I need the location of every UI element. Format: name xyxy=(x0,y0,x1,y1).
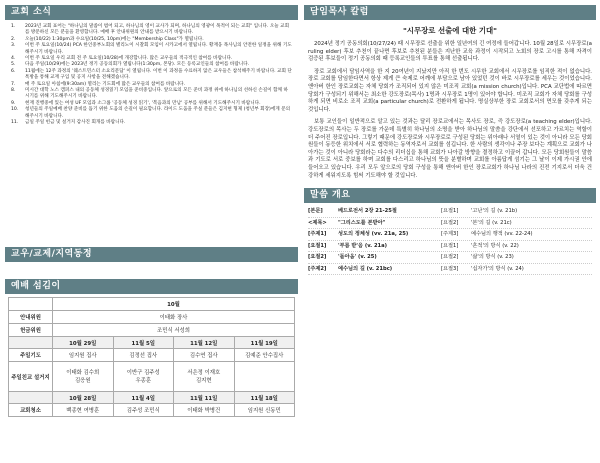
table-row xyxy=(9,392,295,404)
news-text: 다음 주일(10/29)에는 2023년 정기 공동의회가 열립니다(1:30pm, 본당). 모든 등록교인들의 참여를 바랍니다. xyxy=(25,62,250,68)
meal-line: 서은정 이재호 xyxy=(187,369,221,376)
outline-cell: '십자가'의 방식 (v. 24) xyxy=(471,265,524,272)
news-text: 청년들의 주일예배 찬양 준비를 돕기 위한 도움의 손길이 필요합니다. 라이드 도움을 주실 분들은 김지현 형제 (청년부 회장)에게 문의해주시기 바랍니다. xyxy=(25,107,291,119)
outline-cell: '삶'의 방식 (v. 23) xyxy=(471,254,514,261)
news-number: 9. xyxy=(11,100,16,106)
date-corner-cell xyxy=(9,392,53,404)
outline-cell: '고난'의 길 (v. 21b) xyxy=(471,208,518,215)
roster-table xyxy=(8,297,295,417)
news-number: 5. xyxy=(11,62,16,68)
list-item xyxy=(11,88,292,101)
news-number: 7. xyxy=(11,81,16,87)
meal-label: 주일친교 설거지 xyxy=(9,362,53,392)
table-row xyxy=(9,362,295,392)
outline-cell: 예수님의 행적 (vv. 22-24) xyxy=(471,231,533,238)
table-row xyxy=(9,324,295,337)
sermon-paragraph: 2024년 정기 공동의회(10/27/24) 때 시무장로 선출을 위한 일년여의 긴 여정에 들어갑니다. 10월 28일로 시무장로(a ruling elder) 후보 추천이 끝나면 후보로 추천된 분들은 지난한 교육 과정이 시작되고 노회의 장로 고시를 통해 자격이 검증된 후보들이 정기 공동의회 때 등록교인들의 투표를 통해 선출됩니다. xyxy=(308,41,592,63)
list-item xyxy=(11,24,292,37)
table-row xyxy=(9,298,295,311)
outline-cell: [요절2] xyxy=(441,254,459,261)
right-column xyxy=(304,5,596,278)
outline-cell: 성도의 정체성 (vv. 21a, 25) xyxy=(338,231,409,238)
news-number: 8. xyxy=(11,88,16,94)
news-list xyxy=(5,20,298,243)
date-cell: 11월 11일 xyxy=(174,392,235,404)
news-text: 11월에는 12주 과정의 '웨스트민스터 소요리문답' 이 열립니다. 이번 이 과정을 수료하지 않은 교우들은 참석해주기 바랍니다. 교회 단톡방을 통해 교재 구입 및 공지 사항을 전해겠습니다. xyxy=(25,68,292,81)
meal-cell xyxy=(234,362,295,392)
offering-value: 조민식 서성희 xyxy=(53,324,295,337)
region-section-header: 교우/교제/지역동정 xyxy=(5,247,298,262)
date-cell: 11월 4일 xyxy=(113,392,174,404)
meal-cell xyxy=(53,362,114,392)
outline-cell: [요절1] xyxy=(441,242,459,249)
roster-table-wrap xyxy=(5,294,298,417)
date-cell: 11월 18일 xyxy=(234,392,295,404)
meal-cell xyxy=(113,362,174,392)
outline-cell: <제목> xyxy=(308,219,327,226)
reader-cell: 김정선 집사 xyxy=(113,349,174,362)
news-text: 금일 주일 헌금 및 설거지 감사진 회개를 바랍니다. xyxy=(25,120,126,126)
outline-row xyxy=(308,206,592,218)
news-number: 10. xyxy=(11,107,19,113)
week-head-cell: 10월 xyxy=(53,298,295,311)
outline-row xyxy=(308,252,592,264)
news-number: 11. xyxy=(11,120,19,126)
outline-row xyxy=(308,264,592,276)
outline-cell: 베드로전서 2장 21-25절 xyxy=(338,208,397,215)
roster-corner-cell xyxy=(9,298,53,311)
meal-line: 이반구 김주성 xyxy=(126,369,160,376)
date-cell: 11월 19일 xyxy=(234,337,295,349)
news-text: 매 주 토요일 아침에(9:30am) 열리는 기도회에 많은 교우들의 참여를 바랍니다. xyxy=(25,81,186,87)
date-cell: 10월 28일 xyxy=(53,392,114,404)
list-item xyxy=(11,120,292,126)
outline-row xyxy=(308,229,592,241)
outline-cell: '본'의 길 (v. 21c) xyxy=(471,219,512,226)
meal-cell xyxy=(174,362,235,392)
news-text: 현재 진행중에 있는 여성 UF 모임과 소그룹 '공동체 성경 읽기', '복음과의 만남' 공부를 위해서 기도해주시기 바랍니다. xyxy=(25,100,261,106)
outline-cell: 예수님의 길 (v. 21bc) xyxy=(338,265,393,272)
outline-cell: '부름 받'음 (v. 21a) xyxy=(338,242,388,249)
sermon-section-header: 담임목사 칼럼 xyxy=(304,5,596,20)
outline-section-header: 말씀 개요 xyxy=(304,188,596,203)
meal-line: 김응원 xyxy=(74,377,91,384)
news-text: 이번 주 토요일(10/24) PCA 한인중부노회의 별리노이 시찰회 모임이 시카고에서 열립니다. 황재웅 목사님의 안전한 일정을 위해 기도해주시기 바랍니다. xyxy=(25,43,292,55)
news-text: 오늘(10/22) 1:30pm과 수요일(10/25, 10pm)에는 "Membership Class"가 열립니다. xyxy=(25,36,204,42)
sermon-paragraph: 보통 교인들이 일반적으로 알고 있는 것과는 달리 장로교에서는 목사도 장로, 즉 강도장로(a teaching elder)입니다. 강도장로의 목사는 두 장로를 가운데 특별히 하나님의 소명을 받아 하나님의 말씀을 강단에서 선포하고 가르치는 역할이 더 주어진 장로입니다. 그렇기 때문에 강도장로와 시무장로로 구성된 당회는 위아래나 서열이 있는 것이 아니라 모든 당회원들이 동등한 위치에서 서로 협력하는 동역자로서 교회를 섬깁니다. 한 사람의 생각이나 주장 보다는 계획으로 교회가 나아가는 것이 아니라 당회라는 다수의 리더십을 통해 교회가 나아갈 방향을 결정하고 이끌어 갑니다. 모든 당회원들이 말씀과 기도로 서로 중보를 하며 교회를 다스리고 하나님의 뜻을 분별하며 교회를 아름답게 섬기는 그 날이 이제 가시권 안에 들어오고 있습니다. 우리 모두 앞으로의 당회 구성을 통해 앤아버 한인 장로교회가 하나님 나라의 진전 기지로서 더욱 건강하게 세워지도록 힘써 기도해야 할 것입니다. xyxy=(308,119,592,179)
reader-cell: 김수연 집사 xyxy=(174,349,235,362)
clean-cell: 백종현 여병훈 xyxy=(53,404,114,417)
table-row xyxy=(9,311,295,324)
news-number: 4. xyxy=(11,56,16,62)
news-text: 2023년 교회 표어는 "하나님의 말씀이 범어 되고, 하나님의 영이 교사가 되며, 하나님의 영광이 목적이 되는 교회" 입니다. 오늘 교회를 방문하신 모든 분들을 환영합니다. 예배 후 안내위원의 안내를 받으시기 바랍니다. xyxy=(25,24,290,36)
news-number: 3. xyxy=(11,43,16,49)
meal-line: 김지현 xyxy=(195,377,212,384)
date-corner-cell xyxy=(9,337,53,349)
outline-cell: [요절2] xyxy=(308,254,327,261)
region-body xyxy=(5,262,298,279)
date-cell: 11월 12일 xyxy=(174,337,235,349)
list-item xyxy=(11,107,292,120)
news-number: 6. xyxy=(11,68,16,74)
table-row xyxy=(9,349,295,362)
outline-row xyxy=(308,218,592,230)
outline-cell: '돌아옴' (v. 25) xyxy=(338,254,377,261)
news-text: 이번 주 토요일 우리 교회 전 주 토요일(10/28)에 개강합니다. 많은 교우들의 적극적인 참여를 바랍니다. xyxy=(25,56,233,62)
outline-cell: [주제1] xyxy=(308,231,327,238)
outline-cell: [주제2] xyxy=(308,265,327,272)
reader-label: 주일기도 xyxy=(9,349,53,362)
list-item xyxy=(11,69,292,82)
list-item xyxy=(11,43,292,56)
clean-cell: 김주성 조민식 xyxy=(113,404,174,417)
table-row xyxy=(9,404,295,417)
outline-cell: [요절3] xyxy=(441,265,459,272)
meal-line: 이태화 김수희 xyxy=(66,369,100,376)
outline-row xyxy=(308,241,592,253)
table-row xyxy=(9,337,295,349)
offering-label: 헌금위원 xyxy=(9,324,53,337)
roster-section-header: 예배 섬김이 xyxy=(5,279,298,294)
sermon-title: "시무장로 선출에 대한 기대" xyxy=(403,26,497,35)
news-number: 1. xyxy=(11,24,16,29)
clean-cell: 이태화 박병건 xyxy=(174,404,235,417)
clean-label: 교회청소 xyxy=(9,404,53,417)
news-section-header: 교회 소식 xyxy=(5,5,298,20)
outline-cell: '흔적'의 방식 (v. 22) xyxy=(471,242,519,249)
date-cell: 10월 29일 xyxy=(53,337,114,349)
sermon-paragraph: 장로 교회에서 담임사역을 한 지 20여년이 지났지만 아직 한 번도 시무한 교회에서 시무장로를 임직한 적이 없습니다. 장로 교회를 담임한다면서 항상 제게 큰 숙제로 어깨에 부담으로 남아 있었던 것이 바로 시무장로를 세우는 것이었습니다. 앤아버 한인 장로교회는 자체 당회가 조직되어 있지 않은 미조직 교회(a mission church)입니다. PCA 교단법에 따르면 당회가 구성되기 위해서는 최소한 강도장로(목사) 1명과 시무장로 1명이 있어야 합니다. 미조직 교회가 자체 당회를 구성하게 되면 비로소 조직 교회(a particular church)로 전환하게 됩니다. 명실상부한 장로 교회로서의 면모를 갖추게 되는 것입니다. xyxy=(308,68,592,113)
outline-cell: [요절1] xyxy=(308,242,327,249)
usher-value: 이태화 장사 xyxy=(53,311,295,324)
outline-list xyxy=(304,203,596,278)
outline-cell: [주제3] xyxy=(441,231,459,238)
outline-cell: "그리스도를 본받아" xyxy=(338,219,386,226)
left-column xyxy=(5,5,298,417)
meal-line: 우종훈 xyxy=(135,377,152,384)
news-text: 미시간 대학 노스 캠퍼스 내의 공동체 성경읽기 모임을 준비중입니다. 앞으로의 모든 준비 과정 위에 하나님의 선하신 손길이 함께 하시기를 위해 기도해주시기 바랍니다. xyxy=(25,88,288,100)
outline-cell: [요절2] xyxy=(441,219,459,226)
news-number: 2. xyxy=(11,36,16,42)
outline-cell: [요절1] xyxy=(441,208,459,215)
usher-label: 안내위원 xyxy=(9,311,53,324)
reader-cell: 임지원 집사 xyxy=(53,349,114,362)
reader-cell: 김예준 안수집사 xyxy=(234,349,295,362)
date-cell: 11월 5일 xyxy=(113,337,174,349)
outline-cell: [본문] xyxy=(308,208,323,215)
clean-cell: 임지원 신동민 xyxy=(234,404,295,417)
sermon-column xyxy=(304,20,596,188)
